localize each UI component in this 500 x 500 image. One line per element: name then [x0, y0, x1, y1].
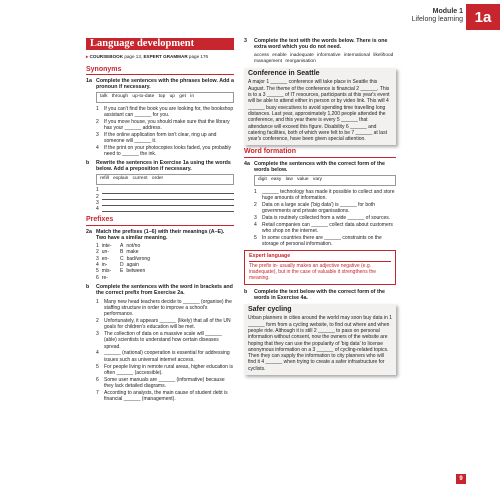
task-2a: 2a Match the prefixes (1–6) with their meanings (A–E). Two have a similar meaning.	[86, 228, 225, 241]
prefix-number: 2	[96, 249, 99, 256]
item-text: If you can't find the book you are looking for, the bookshop assistant can ______ for you.	[104, 105, 234, 119]
prefix-text: in-	[101, 262, 108, 269]
panel-title-2: Safer cycling	[248, 306, 292, 314]
answer-lines	[96, 188, 234, 213]
word-box: talk through up-to-date top up get in	[96, 92, 234, 102]
prefix-text: inte-	[101, 243, 112, 250]
prefix-text: un-	[101, 249, 110, 256]
line-number: 3	[96, 199, 99, 206]
item-text: The collection of data on a massive scale will ______ (able) scientists to understand how certain diseases spread.	[104, 331, 222, 350]
prefix-text: en-	[101, 255, 110, 262]
meaning-item	[120, 275, 160, 281]
item-number: 3	[96, 331, 99, 338]
item-text: Data on a large scale ('big data') is ______ for both governments and private organisations.	[262, 201, 376, 215]
word-list-3: access enable inadequate informative international likelihood management reorganisation	[254, 52, 394, 64]
section-heading: Language development	[86, 38, 234, 50]
list-item	[96, 350, 234, 363]
list-item	[254, 202, 396, 215]
meaning-text: again	[126, 262, 139, 269]
item-text: Many new head teachers decide to ______ (organise) the staffing structure in order to improve a school's performance.	[104, 298, 232, 318]
module-title: Lifelong learning	[411, 16, 463, 23]
item-number: 2	[96, 118, 99, 125]
line-number: 2	[96, 193, 99, 200]
item-number: 7	[96, 389, 99, 396]
item-number: 4	[254, 221, 257, 228]
list-item	[96, 318, 234, 331]
item-text: Data is routinely collected from a wide ______ of sources.	[262, 214, 391, 221]
prefix-number: 1	[96, 243, 99, 250]
right-column	[244, 36, 396, 379]
word-formation-items	[254, 189, 396, 248]
task-4b: b Complete the text below with the correct form of the words in Exercise 4a.	[244, 288, 385, 301]
task-1b: b Rewrite the sentences in Exercise 1a using the words below. Add a preposition if necessary.	[86, 159, 231, 172]
module-number: Module 1	[432, 8, 463, 15]
prefix-number: 5	[96, 268, 99, 275]
item-number: 6	[96, 376, 99, 383]
module-label	[412, 8, 463, 24]
prefix-items	[96, 299, 234, 403]
meaning-text: not/no	[126, 243, 141, 250]
left-column	[86, 38, 234, 403]
answer-line	[96, 194, 234, 200]
answer-line	[96, 206, 234, 212]
line-number: 4	[96, 206, 99, 212]
word-formation-title: Word formation	[244, 149, 396, 157]
item-number: 2	[96, 317, 99, 324]
expert-language-box: Expert language The prefix in- usually makes an adjective negative (e.g. inadequate), but in the case of valuable it strengthens the meaning.	[244, 250, 396, 284]
list-item	[96, 390, 234, 403]
item-text: Retail companies can ______ collect data about customers who shop on the internet.	[262, 221, 393, 234]
item-text: If you move house, you should make sure that the library has your ______ address.	[104, 118, 230, 132]
line-number: 1	[96, 187, 99, 194]
item-text: If the print on your photocopies looks faded, you probably need to ______ the ink.	[104, 145, 232, 158]
conference-panel	[244, 68, 396, 145]
item-text: In some countries there are ______ constraints on the storage of personal information.	[262, 234, 382, 248]
answer-line	[96, 200, 234, 206]
list-item	[96, 132, 234, 145]
word-box-b: refill explain current order	[96, 174, 234, 184]
unit-tab: 1a	[466, 4, 500, 30]
list-item	[254, 215, 396, 221]
list-item	[96, 364, 234, 377]
panel-text: A major 1 ______ conference will take place in Seattle this August. The theme of the conference is financial 2 ______. This is to a 3 ______ of IT resources, participants at this year's event will be able to attend either in person or by video link. This will 4 ______ busy executives to avoid spending time travelling long distances. Last year, approximately 1,200 people attended the conference, and this year there is every 5 ______ that attendance will exceed this figure. Disability 6 ______ and catering facilities, both of which were felt to be 7 ______ at last year's conference, have been given special attention.	[248, 79, 390, 143]
synonyms-items	[96, 106, 234, 158]
item-text: For people living in remote rural areas, higher education is often ______ (accessible).	[104, 363, 233, 376]
item-text: Unfortunately, it appears ______ (likely) that all of the UN goals for children's education will be met.	[104, 317, 231, 331]
line-blank	[102, 207, 234, 212]
list-item	[96, 377, 234, 390]
item-number: 3	[96, 131, 99, 138]
prefix-text: mis-	[101, 268, 112, 275]
list-item	[96, 106, 234, 119]
task-2b: b Complete the sentences with the word in brackets and the correct prefix from Exercise 2a.	[86, 283, 233, 297]
references: ▸ COURSEBOOK page 13, EXPERT GRAMMAR page 176	[86, 54, 209, 60]
arrow-right-icon: ▸	[86, 54, 89, 60]
item-number: 1	[254, 188, 257, 195]
meaning-letter: C	[120, 255, 124, 262]
item-number: 5	[254, 234, 257, 241]
list-item	[96, 119, 234, 132]
panel-title: Conference in Seattle	[248, 70, 320, 78]
item-text: ______ technology has made it possible to collect and store huge amounts of information.	[262, 188, 395, 201]
item-text: ______ (national) cooperation is essential for addressing issues such as universal internet access.	[104, 350, 230, 363]
meaning-text: make	[126, 249, 139, 256]
task-3: 3 Complete the text with the words below. There is one extra word which you do not need.	[244, 38, 388, 51]
item-number: 3	[254, 214, 257, 221]
prefix-number: 3	[96, 255, 99, 262]
prefixes-title: Prefixes	[86, 217, 234, 225]
line-blank	[102, 195, 234, 200]
task-1a: 1a Complete the sentences with the phrases below. Add a pronoun if necessary.	[86, 77, 234, 91]
item-number: 4	[96, 350, 99, 357]
list-item	[96, 299, 234, 318]
line-blank	[102, 189, 234, 194]
meaning-letter: A	[120, 243, 124, 250]
item-number: 2	[254, 201, 257, 208]
meaning-text: bad/wrong	[126, 255, 150, 262]
item-text: If the online application form isn't clear, ring up and someone will ______ it.	[104, 131, 217, 145]
word-box-4: digit easy law value vary	[254, 175, 396, 185]
line-blank	[102, 201, 234, 206]
item-number: 1	[96, 105, 99, 112]
meaning-letter: B	[120, 249, 124, 256]
meaning-letter: E	[120, 268, 124, 275]
list-item	[254, 222, 396, 235]
item-text: According to analysts, the main cause of student debt is financial ______ (management).	[104, 389, 228, 403]
cycling-panel	[244, 304, 396, 375]
item-text: Some user manuals are ______ (informative) because they lack detailed diagrams.	[104, 376, 225, 389]
item-number: 1	[96, 298, 99, 305]
synonyms-title: Synonyms	[86, 67, 234, 75]
list-item	[96, 145, 234, 158]
answer-line	[96, 188, 234, 194]
item-number: 4	[96, 145, 99, 152]
meaning-letter: D	[120, 262, 124, 269]
list-item	[254, 235, 396, 248]
list-item	[254, 189, 396, 202]
prefix-item	[96, 275, 120, 281]
task-4a: 4a Complete the sentences with the correct form of the words below.	[244, 160, 385, 174]
meaning-text: between	[126, 268, 146, 275]
prefix-number: 6	[96, 274, 99, 281]
item-number: 5	[96, 363, 99, 370]
panel-text-2: Urban planners in cities around the world may soon buy data in 1 ______ form from a cycling website, to find out where and when people ride. Although it is still 2 ______ to pass on personal information without consent, now the owners of the website are hoping that they can use the popularity of 'big data' to license anonymous information on a 3 ______ of cycling-related topics. Then they can supply the information to city planners who will find it 4 ______ when trying to create a safer infrastructure for cyclists.	[248, 315, 392, 372]
prefix-list	[96, 243, 234, 281]
page-number: 9	[456, 474, 466, 484]
list-item	[96, 331, 234, 350]
prefix-text: re-	[101, 274, 108, 281]
prefix-number: 4	[96, 262, 99, 269]
